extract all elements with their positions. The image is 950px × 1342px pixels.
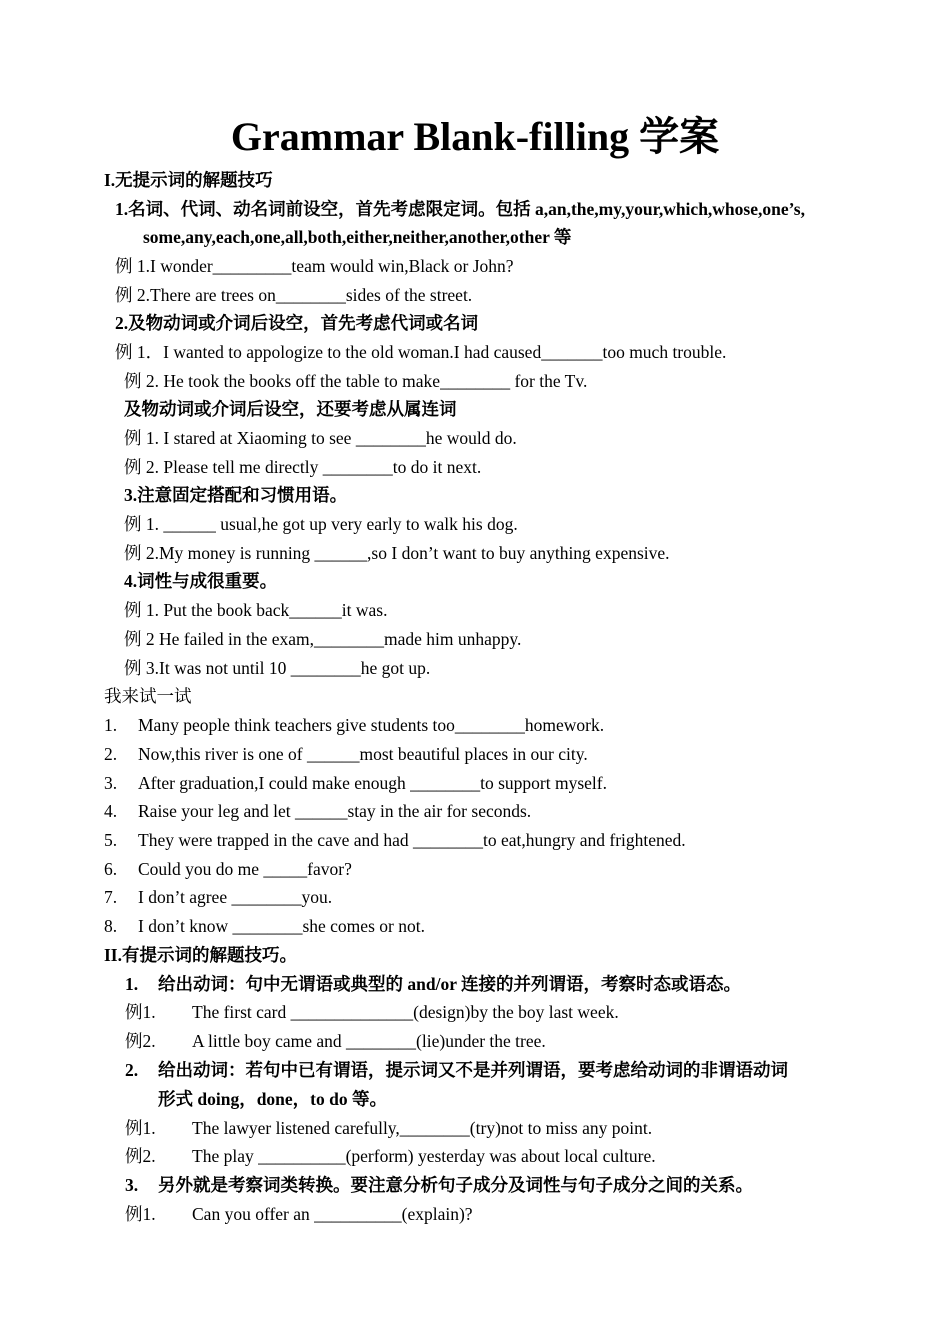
example-label: 例1.	[125, 1118, 156, 1138]
practice-number: 1.	[104, 715, 118, 735]
example-line: 例 2.My money is running ______,so I don’t want to buy anything expensive.	[124, 543, 670, 563]
point-text: 给出动词：若句中已有谓语，提示词又不是并列谓语，要考虑给动词的非谓语动词	[158, 1060, 788, 1080]
example-label: 例1.	[125, 1002, 156, 1022]
practice-number: 2.	[104, 744, 118, 764]
section-2-heading: II.有提示词的解题技巧。	[104, 945, 297, 965]
point-number: 3.	[125, 1175, 139, 1195]
example-label: 例2.	[125, 1031, 156, 1051]
section-1-heading: I.无提示词的解题技巧	[104, 170, 273, 190]
point-2-heading: 2.及物动词或介词后设空，首先考虑代词或名词	[115, 313, 479, 333]
practice-heading: 我来试一试	[104, 686, 192, 706]
practice-item: I don’t agree ________you.	[138, 887, 333, 907]
example-line: 例 1. ______ usual,he got up very early to walk his dog.	[124, 514, 518, 534]
point-number: 1.	[125, 974, 139, 994]
point-number: 2.	[125, 1060, 139, 1080]
practice-number: 4.	[104, 801, 118, 821]
practice-item: I don’t know ________she comes or not.	[138, 916, 425, 936]
example-line: 例 2.There are trees on________sides of the street.	[115, 285, 473, 305]
example-text: The lawyer listened carefully,________(try)not to miss any point.	[192, 1118, 653, 1138]
example-label: 例1.	[125, 1204, 156, 1224]
point-text: 给出动词：句中无谓语或典型的 and/or 连接的并列谓语，考察时态或语态。	[158, 974, 742, 994]
example-line: 例 1.I wonder_________team would win,Black or John?	[115, 256, 514, 276]
example-text: The first card ______________(design)by the boy last week.	[192, 1002, 619, 1022]
example-line: 例 2 He failed in the exam,________made him unhappy.	[124, 629, 522, 649]
point-text: 另外就是考察词类转换。要注意分析句子成分及词性与句子成分之间的关系。	[158, 1175, 753, 1195]
example-line: 例 1．I wanted to appologize to the old woman.I had caused_______too much trouble.	[115, 342, 727, 362]
example-line: 例 2. He took the books off the table to make________ for the Tv.	[124, 371, 588, 391]
practice-number: 7.	[104, 887, 118, 907]
practice-item: Now,this river is one of ______most beautiful places in our city.	[138, 744, 588, 764]
practice-number: 6.	[104, 859, 118, 879]
example-text: The play __________(perform) yesterday was about local culture.	[192, 1146, 656, 1166]
practice-item: They were trapped in the cave and had ________to eat,hungry and frightened.	[138, 830, 686, 850]
point-2-subheading: 及物动词或介词后设空，还要考虑从属连词	[124, 399, 457, 419]
example-line: 例 1. Put the book back______it was.	[124, 600, 388, 620]
point-1-line-2: some,any,each,one,all,both,either,neither,another,other 等	[143, 227, 572, 247]
point-4-heading: 4.词性与成很重要。	[124, 571, 278, 591]
practice-item: Raise your leg and let ______stay in the air for seconds.	[138, 801, 532, 821]
example-text: A little boy came and ________(lie)under the tree.	[192, 1031, 546, 1051]
point-text: 形式 doing，done，to do 等。	[158, 1089, 387, 1109]
practice-number: 8.	[104, 916, 118, 936]
point-1-line-1: 1.名词、代词、动名词前设空，首先考虑限定词。包括 a,an,the,my,your,which,whose,one’s,	[115, 199, 805, 219]
example-line: 例 3.It was not until 10 ________he got up.	[124, 658, 431, 678]
page-title: Grammar Blank-filling 学案	[230, 114, 720, 159]
practice-number: 5.	[104, 830, 118, 850]
practice-item: Many people think teachers give students too________homework.	[138, 715, 605, 735]
practice-item: Could you do me _____favor?	[138, 859, 352, 879]
example-text: Can you offer an __________(explain)?	[192, 1204, 473, 1224]
practice-number: 3.	[104, 773, 118, 793]
example-label: 例2.	[125, 1146, 156, 1166]
practice-item: After graduation,I could make enough ________to support myself.	[138, 773, 607, 793]
example-line: 例 2. Please tell me directly ________to do it next.	[124, 457, 482, 477]
point-3-heading: 3.注意固定搭配和习惯用语。	[124, 485, 348, 505]
example-line: 例 1. I stared at Xiaoming to see ________he would do.	[124, 428, 517, 448]
